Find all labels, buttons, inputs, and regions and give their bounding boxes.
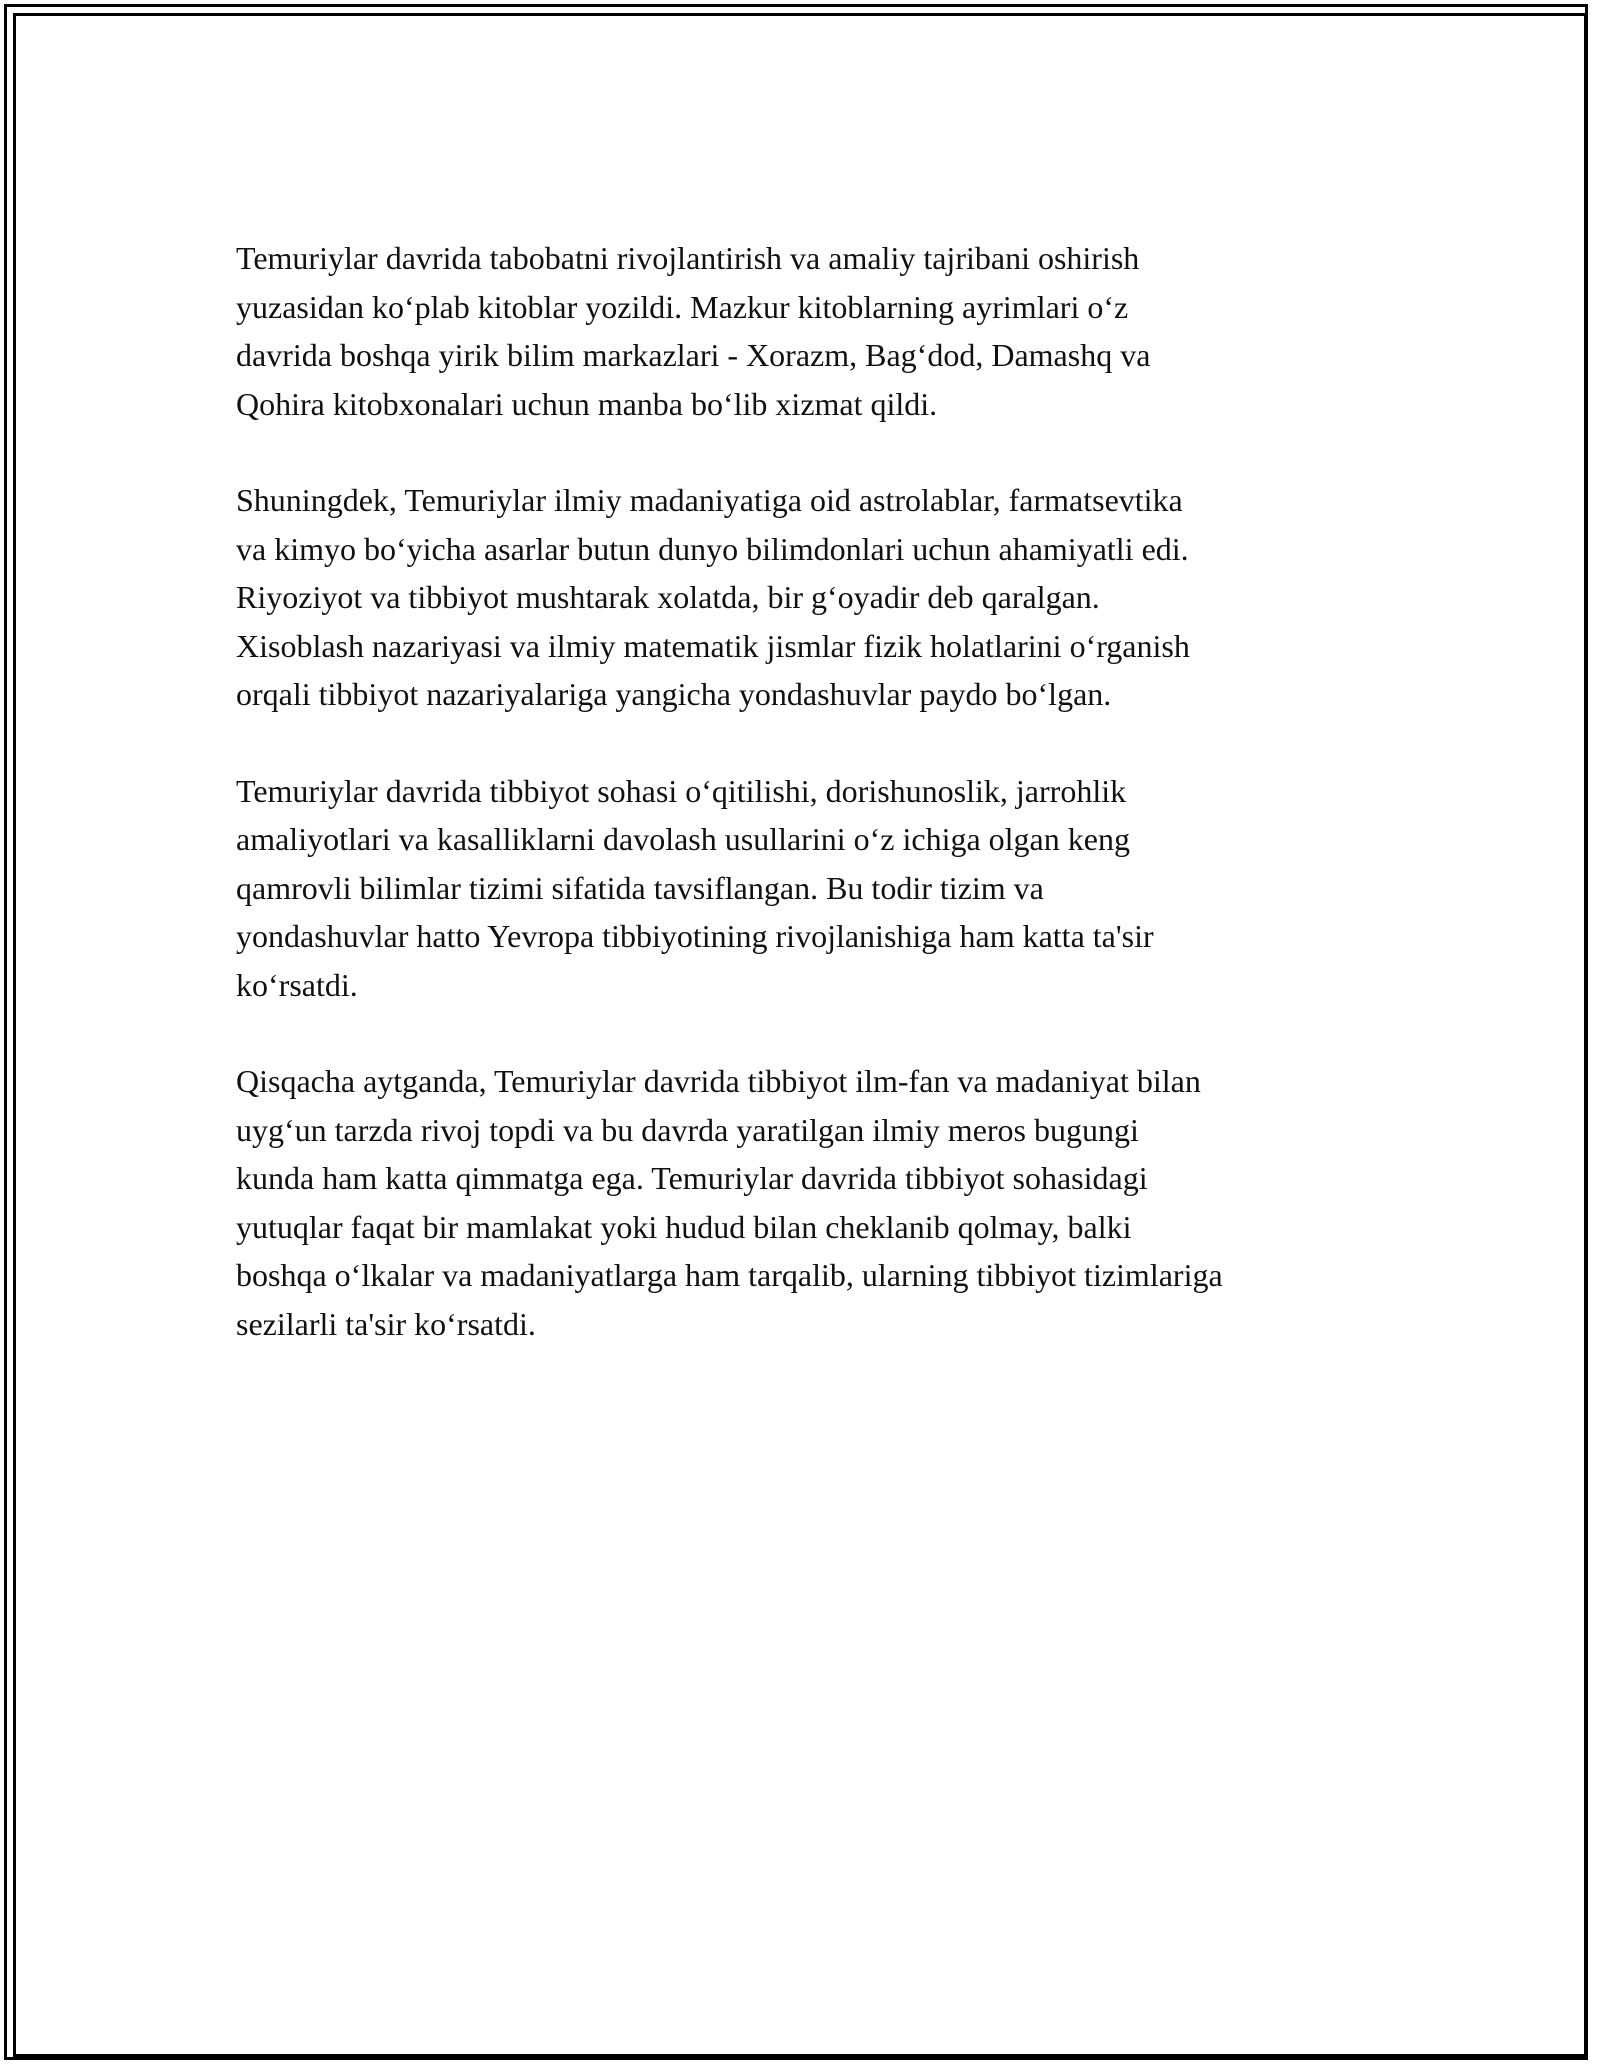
- text-line: Xisoblash nazariyasi va ilmiy matematik jismlar fizik holatlarini o‘rganish: [236, 627, 1190, 664]
- text-line: Qohira kitobxonalari uchun manba bo‘lib xizmat qildi.: [236, 385, 938, 422]
- text-line: yuzasidan ko‘plab kitoblar yozildi. Mazkur kitoblarning ayrimlari o‘z: [236, 288, 1129, 325]
- text-line: amaliyotlari va kasalliklarni davolash usullarini o‘z ichiga olgan keng: [236, 821, 1130, 857]
- paragraph-2: [236, 476, 1386, 719]
- text-line: Riyoziyot va tibbiyot mushtarak xolatda, bir g‘oyadir deb qaralgan.: [236, 579, 1100, 615]
- text-line: orqali tibbiyot nazariyalariga yangicha yondashuvlar paydo bo‘lgan.: [236, 676, 1112, 712]
- document-body: [236, 234, 1386, 1396]
- paragraph-4: [236, 1057, 1386, 1348]
- text-line: boshqa o‘lkalar va madaniyatlarga ham tarqalib, ularning tibbiyot tizimlariga: [236, 1257, 1223, 1293]
- text-line: ko‘rsatdi.: [236, 966, 358, 1003]
- text-line: yutuqlar faqat bir mamlakat yoki hudud bilan cheklanib qolmay, balki: [236, 1208, 1132, 1245]
- text-line: Shuningdek, Temuriylar ilmiy madaniyatiga oid astrolablar, farmatsevtika: [236, 482, 1183, 518]
- text-line: sezilarli ta'sir ko‘rsatdi.: [236, 1305, 536, 1342]
- paragraph-3: [236, 767, 1386, 1010]
- text-line: va kimyo bo‘yicha asarlar butun dunyo bilimdonlari uchun ahamiyatli edi.: [236, 530, 1189, 567]
- text-line: yondashuvlar hatto Yevropa tibbiyotining rivojlanishiga ham katta ta'sir: [236, 918, 1154, 954]
- text-line: Temuriylar davrida tibbiyot sohasi o‘qitilishi, dorishunoslik, jarrohlik: [236, 772, 1127, 809]
- text-line: Temuriylar davrida tabobatni rivojlantirish va amaliy tajribani oshirish: [236, 240, 1140, 276]
- text-line: qamrovli bilimlar tizimi sifatida tavsiflangan. Bu todir tizim va: [236, 869, 1044, 906]
- text-line: kunda ham katta qimmatga ega. Temuriylar davrida tibbiyot sohasidagi: [236, 1160, 1148, 1196]
- text-line: Qisqacha aytganda, Temuriylar davrida tibbiyot ilm-fan va madaniyat bilan: [236, 1063, 1201, 1099]
- text-line: uyg‘un tarzda rivoj topdi va bu davrda yaratilgan ilmiy meros bugungi: [236, 1111, 1139, 1148]
- text-line: davrida boshqa yirik bilim markazlari - Xorazm, Bag‘dod, Damashq va: [236, 337, 1151, 373]
- paragraph-1: [236, 234, 1386, 428]
